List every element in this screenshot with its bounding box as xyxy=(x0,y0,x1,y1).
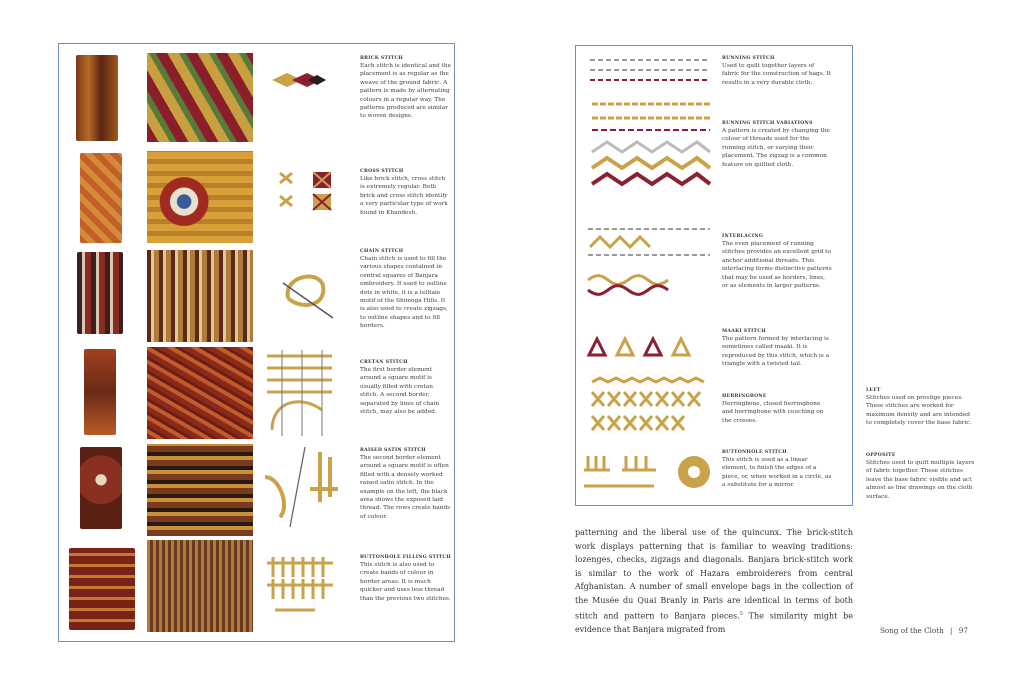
stitch-desc-buttonhole-filling xyxy=(360,555,452,603)
body-text-main: patterning and the liberal use of the quincunx. The brick-stitch work displays patterning that is familiar to weaving traditions: lozenges, checks, zigzags and diagonals. Banjara brick-stitch work is similar to the work of Hazara embroiderers from central Afghanistan. A number of small envelope bags in the collection of the Musée du Quai Branly in Paris are identical in terms of both stitch and pattern to Banjara pieces. xyxy=(575,528,853,621)
body-text-end: The similarity might be evidence that Banjara migrated from xyxy=(575,611,854,634)
caption-text: Stitches used on prestige pieces. These stitches are worked for maximum density and are intended to completely cover the base fabric. xyxy=(866,395,972,427)
stitch-title: BUTTONHOLE FILLING STITCH xyxy=(360,555,451,560)
stitch-desc-chain xyxy=(360,249,452,331)
stitch-desc-buttonhole xyxy=(722,450,832,490)
buttonhole-stitch-diagram xyxy=(582,452,722,492)
caption-label: OPPOSITE xyxy=(866,453,896,458)
stitch-desc-brick xyxy=(360,56,452,121)
stitch-text: Herringbone, closed herringbone and herringbone with couching on the crosses. xyxy=(722,401,824,424)
stitch-text: The second border element around a square motif is often filled with a densely worked raised satin stitch. In the example on the left, the black area shows the exposed laid thread. The rows create bands of colour. xyxy=(360,455,451,520)
stitch-desc-interlacing xyxy=(722,234,832,290)
caption-opposite xyxy=(866,453,976,501)
stitch-desc-cross xyxy=(360,169,452,217)
stitch-title: CRETAN STITCH xyxy=(360,360,408,365)
running-stitch-variations-diagram xyxy=(592,100,712,200)
textile-object-1 xyxy=(76,55,118,141)
caption-text: Stitches used to quilt multiple layers of fabric together. These stitches leave the base fabric visible and act almost as line drawings on the cloth surface. xyxy=(866,460,975,500)
stitch-text: The pattern formed by interlacing is sometimes called maaki. It is reproduced by this stitch, which is a triangle with a twisted tail. xyxy=(722,336,830,368)
stitch-title: CROSS STITCH xyxy=(360,169,404,174)
cretan-stitch-diagram xyxy=(262,350,340,436)
raised-satin-stitch-diagram xyxy=(260,447,340,527)
textile-object-4 xyxy=(84,349,116,435)
caption-label: LEFT xyxy=(866,388,881,393)
textile-object-2 xyxy=(80,153,122,243)
running-title: Song of the Cloth xyxy=(880,626,944,635)
stitch-title: BUTTONHOLE STITCH xyxy=(722,450,787,455)
chain-stitch-diagram xyxy=(278,268,338,320)
buttonhole-filling-diagram xyxy=(265,555,335,615)
textile-object-6 xyxy=(69,548,135,630)
stitch-text: Like brick stitch, cross stitch is extremely regular. Both brick and cross stitch identify a very particular type of work found in Khandesh. xyxy=(360,176,448,216)
stitch-title: BRICK STITCH xyxy=(360,56,403,61)
cretan-stitch-swatch xyxy=(147,347,253,439)
stitch-title: RUNNING STITCH xyxy=(722,56,775,61)
stitch-title: RUNNING STITCH VARIATIONS xyxy=(722,121,813,126)
running-stitch-diagram xyxy=(590,56,712,86)
caption-left xyxy=(866,388,976,428)
brick-stitch-diagram xyxy=(272,70,332,90)
stitch-text: Used to quilt together layers of fabric for the construction of bags. It results in a very durable cloth. xyxy=(722,63,832,86)
stitch-desc-herringbone xyxy=(722,394,832,425)
stitch-desc-maaki xyxy=(722,329,832,369)
page-footer xyxy=(880,626,968,635)
stitch-title: CHAIN STITCH xyxy=(360,249,404,254)
stitch-desc-cretan xyxy=(360,360,452,416)
interlacing-diagram xyxy=(588,225,712,315)
chain-stitch-swatch xyxy=(147,250,253,342)
stitch-title: HERRINGBONE xyxy=(722,394,767,399)
stitch-text: Each stitch is identical and the placement is as regular as the weave of the ground fabric. A pattern is made by alternating colours in a regular way. The patterns produced are similar to woven designs. xyxy=(360,63,452,120)
body-paragraph xyxy=(575,526,853,636)
cross-stitch-diagram xyxy=(275,168,335,214)
footer-separator: | xyxy=(950,626,953,635)
stitch-text: Chain stitch is used to fill the various shapes contained in central squares of Banjara embroidery. If used to outline dots in white, it is a telltale motif of the Shimoga Hills. It is also used to create zigzags, to outline shapes and to fill borders. xyxy=(360,256,448,330)
stitch-text: This stitch is also used to create bands of colour in border areas. It is much quicker and uses less thread than the previous two stitches. xyxy=(360,562,451,602)
stitch-desc-running-variations xyxy=(722,121,832,169)
stitch-desc-running xyxy=(722,56,832,87)
buttonhole-filling-swatch xyxy=(147,540,253,632)
stitch-title: MAAKI STITCH xyxy=(722,329,766,334)
maaki-stitch-diagram xyxy=(585,335,715,359)
stitch-text: A pattern is created by changing the colour of threads used for the running stitch, or varying their placement. The zigzag is a common feature on quilted cloth. xyxy=(722,128,830,168)
stitch-text: The first border element around a square motif is usually filled with cretan stitch. A second border, separated by lines of chain stitch, may also be added. xyxy=(360,367,440,416)
textile-object-5 xyxy=(80,447,122,529)
herringbone-diagram xyxy=(592,378,712,434)
stitch-text: The even placement of running stitches provides an excellent grid to anchor additional threads. This interlacing forms distinctive patterns that may be used as borders, lines, or as elements in larger patterns. xyxy=(722,241,832,290)
brick-stitch-swatch xyxy=(147,53,253,142)
stitch-title: RAISED SATIN STITCH xyxy=(360,448,426,453)
stitch-text: This stitch is used as a linear element, to finish the edges of a piece, or, when worked in a circle, as a substitute for a mirror. xyxy=(722,457,832,489)
page-number: 97 xyxy=(958,626,968,635)
stitch-desc-raised-satin xyxy=(360,448,452,521)
raised-satin-stitch-swatch xyxy=(147,444,253,536)
stitch-title: INTERLACING xyxy=(722,234,764,239)
cross-stitch-swatch xyxy=(147,151,253,243)
footnote-marker[interactable]: 5 xyxy=(739,610,743,617)
textile-object-3 xyxy=(77,252,123,334)
